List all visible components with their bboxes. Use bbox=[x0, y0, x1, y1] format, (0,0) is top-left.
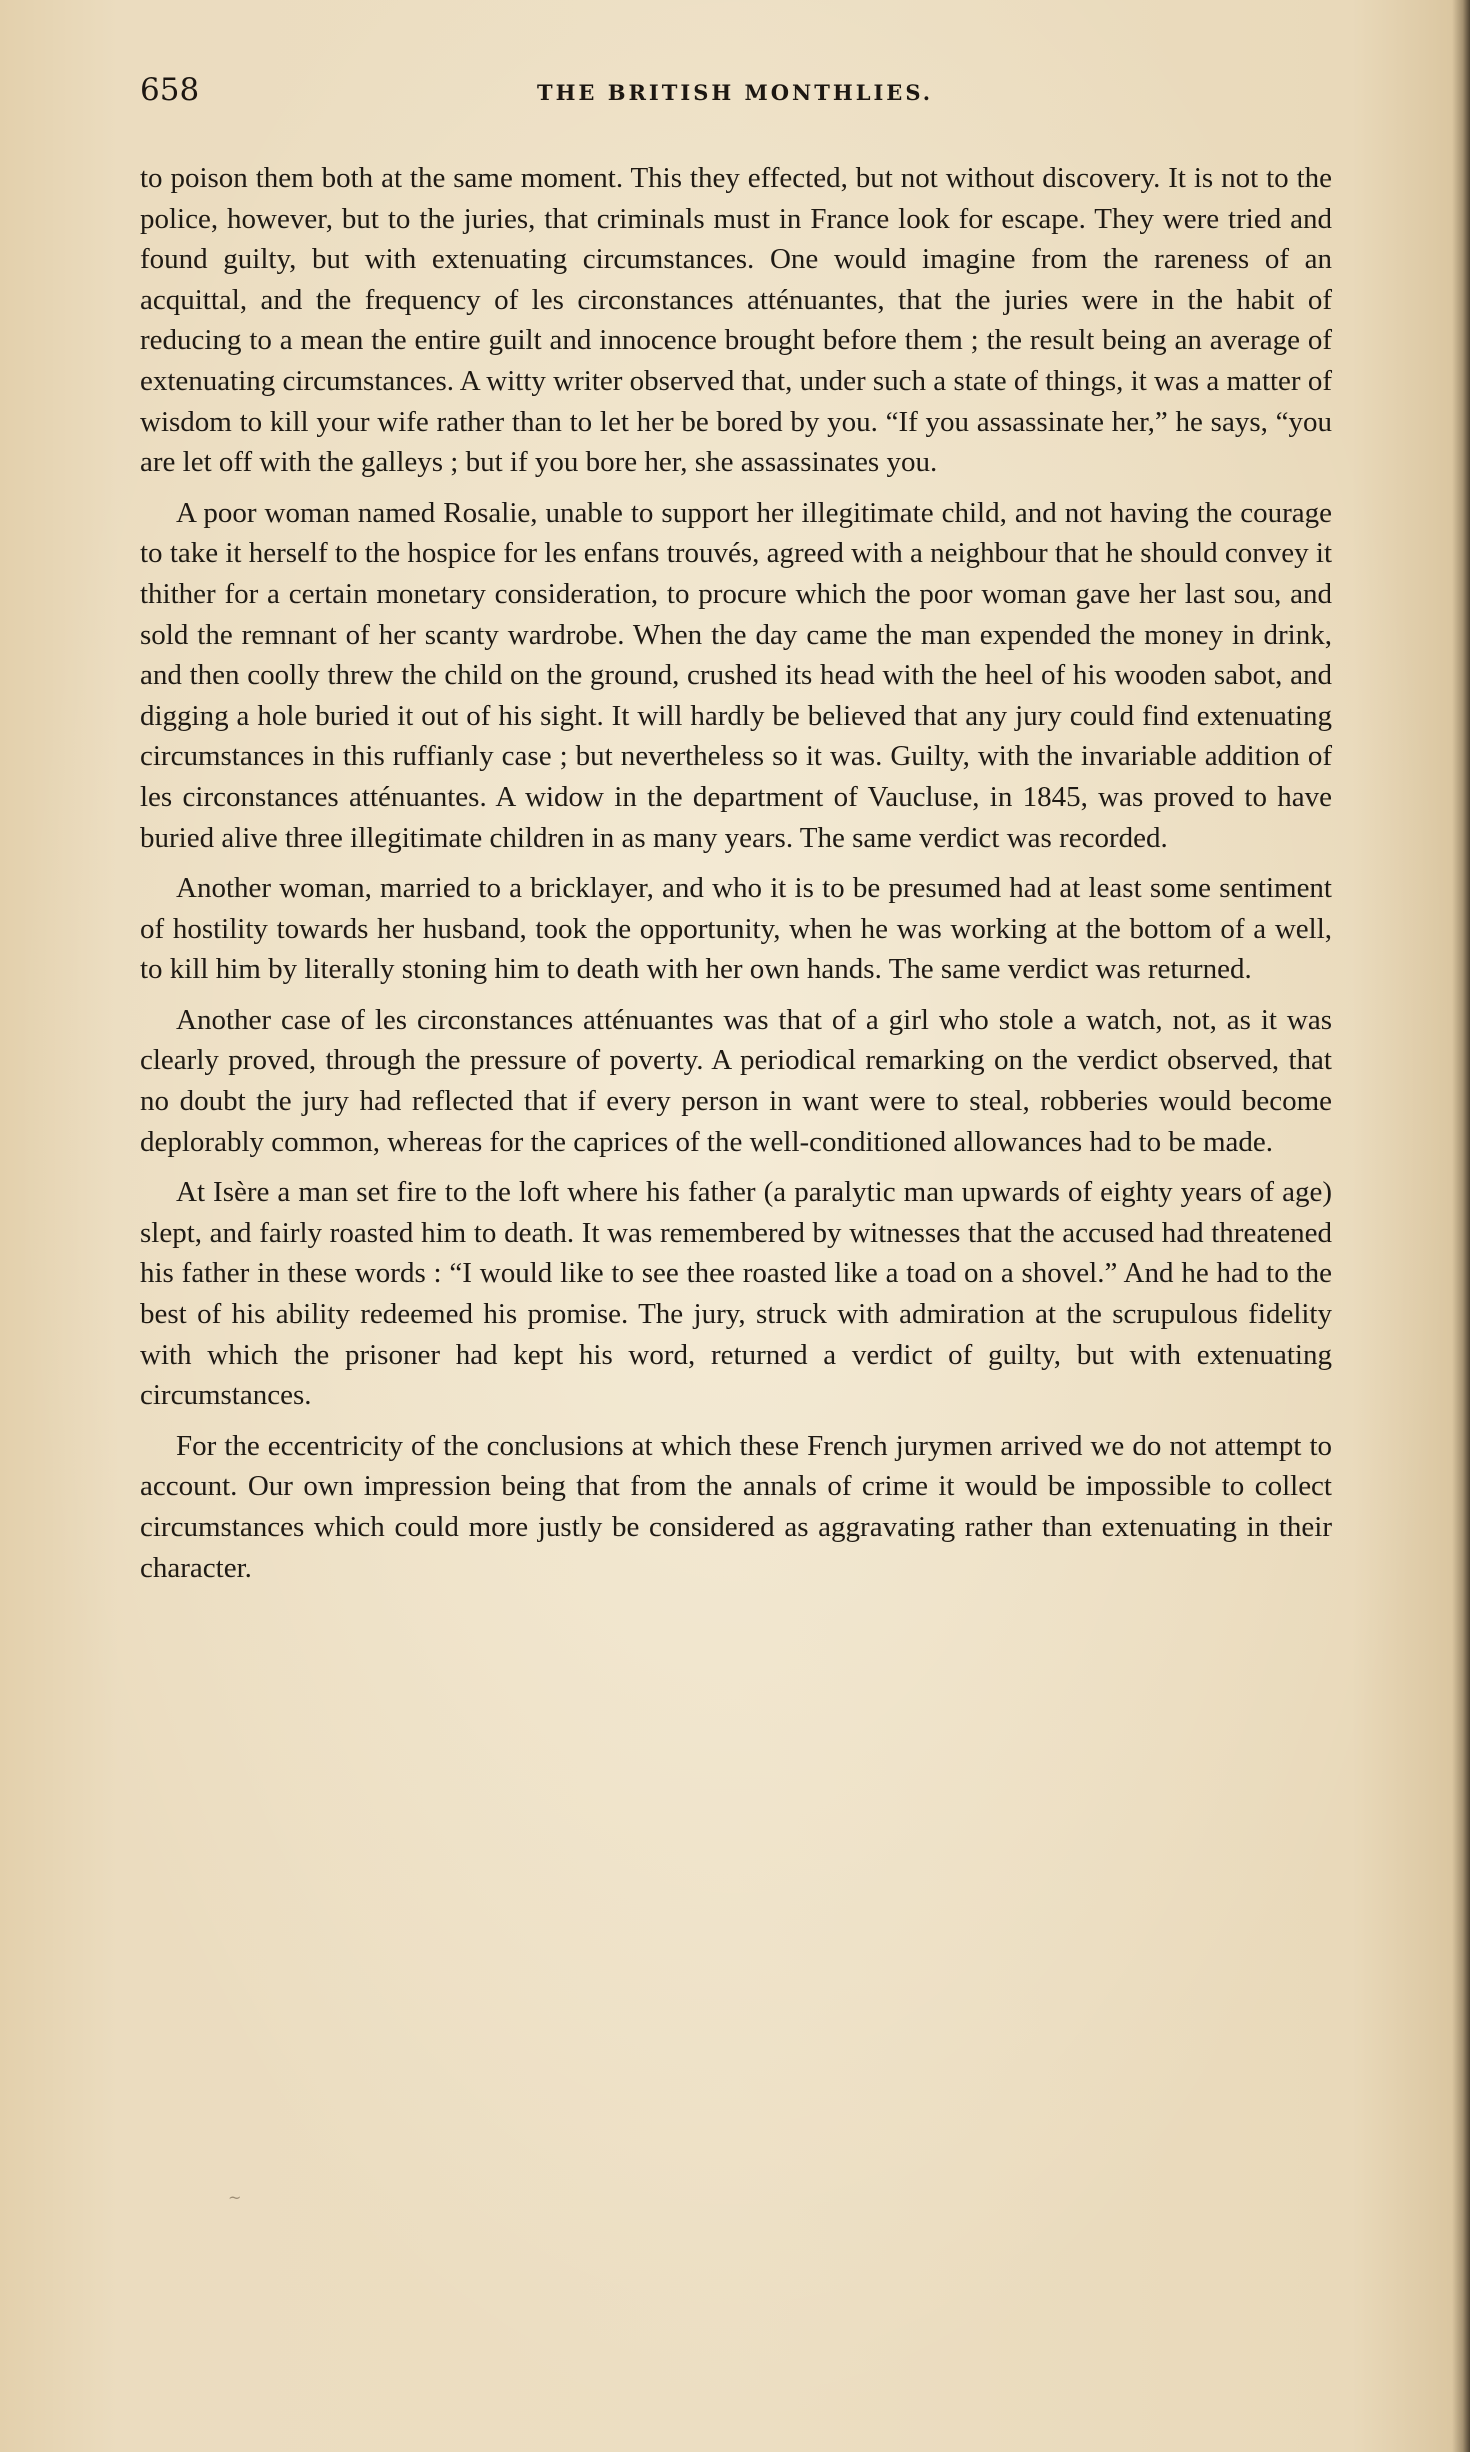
paragraph-6: For the eccentricity of the conclusions at which these French jurymen arrived we do not attempt to account. Our own impression being that from the annals of crime it would be impossible to collect circumstances which could more justly be considered as aggravating rather than extenuating in their character. bbox=[140, 1429, 1332, 1584]
page-number: 658 bbox=[140, 72, 200, 108]
running-head: THE BRITISH MONTHLIES. bbox=[536, 80, 934, 105]
paragraph-2: A poor woman named Rosalie, unable to support her illegitimate child, and not having the courage to take it herself to the hospice for les enfans trouvés, agreed with a neighbour that he should convey it thither for a certain monetary consideration, to procure which the poor woman gave her last sou, and sold the remnant of her scanty wardrobe. When the day came the man expended the money in drink, and then coolly threw the child on the ground, crushed its head with the heel of his wooden sabot, and digging a hole buried it out of his sight. It will hardly be believed that any jury could find extenuating circumstances in this ruffianly case ; but nevertheless so it was. Guilty, with the invariable addition of les circonstances atténuantes. A widow in the department of Vaucluse, in 1845, was proved to have buried alive three illegitimate children in as many years. The same verdict was recorded. bbox=[140, 496, 1332, 854]
paragraph-3: Another woman, married to a bricklayer, and who it is to be presumed had at least some sentiment of hostility towards her husband, took the opportunity, when he was working at the bottom of a well, to kill him by literally stoning him to death with her own hands. The same verdict was returned. bbox=[140, 872, 1332, 986]
paragraph-1: to poison them both at the same moment. This they effected, but not without discovery. It is not to the police, however, but to the juries, that criminals must in France look for escape. They were tried and found guilty, but with extenuating circumstances. One would imagine from the rareness of an acquittal, and the frequency of les circonstances atténuantes, that the juries were in the habit of reducing to a mean the entire guilt and innocence brought before them ; the result being an average of extenuating circumstances. A witty writer observed that, under such a state of things, it was a matter of wisdom to kill your wife rather than to let her be bored by you. “If you assassinate her,” he says, “you are let off with the galleys ; but if you bore her, she assassinates you. bbox=[140, 162, 1332, 479]
page-binding-shadow bbox=[1452, 0, 1470, 2452]
paragraph-5: At Isère a man set fire to the loft where his father (a paralytic man upwards of eighty years of age) slept, and fairly roasted him to death. It was remembered by witnesses that the accused had threatened his father in these words : “I would like to see thee roasted like a toad on a shovel.” And he had to the best of his ability redeemed his promise. The jury, struck with admiration at the scrupulous fidelity with which the prisoner had kept his word, returned a verdict of guilty, but with extenuating circumstances. bbox=[140, 1176, 1332, 1412]
page-header bbox=[140, 72, 1330, 122]
ink-smudge-icon: ~ bbox=[228, 2188, 242, 2207]
paragraph-4: Another case of les circonstances atténuantes was that of a girl who stole a watch, not, as it was clearly proved, through the pressure of poverty. A periodical remarking on the verdict observed, that no doubt the jury had reflected that if every person in want were to steal, robberies would become deplorably common, whereas for the caprices of the well-conditioned allowances had to be made. bbox=[140, 1003, 1332, 1158]
body-text bbox=[140, 158, 1332, 1598]
